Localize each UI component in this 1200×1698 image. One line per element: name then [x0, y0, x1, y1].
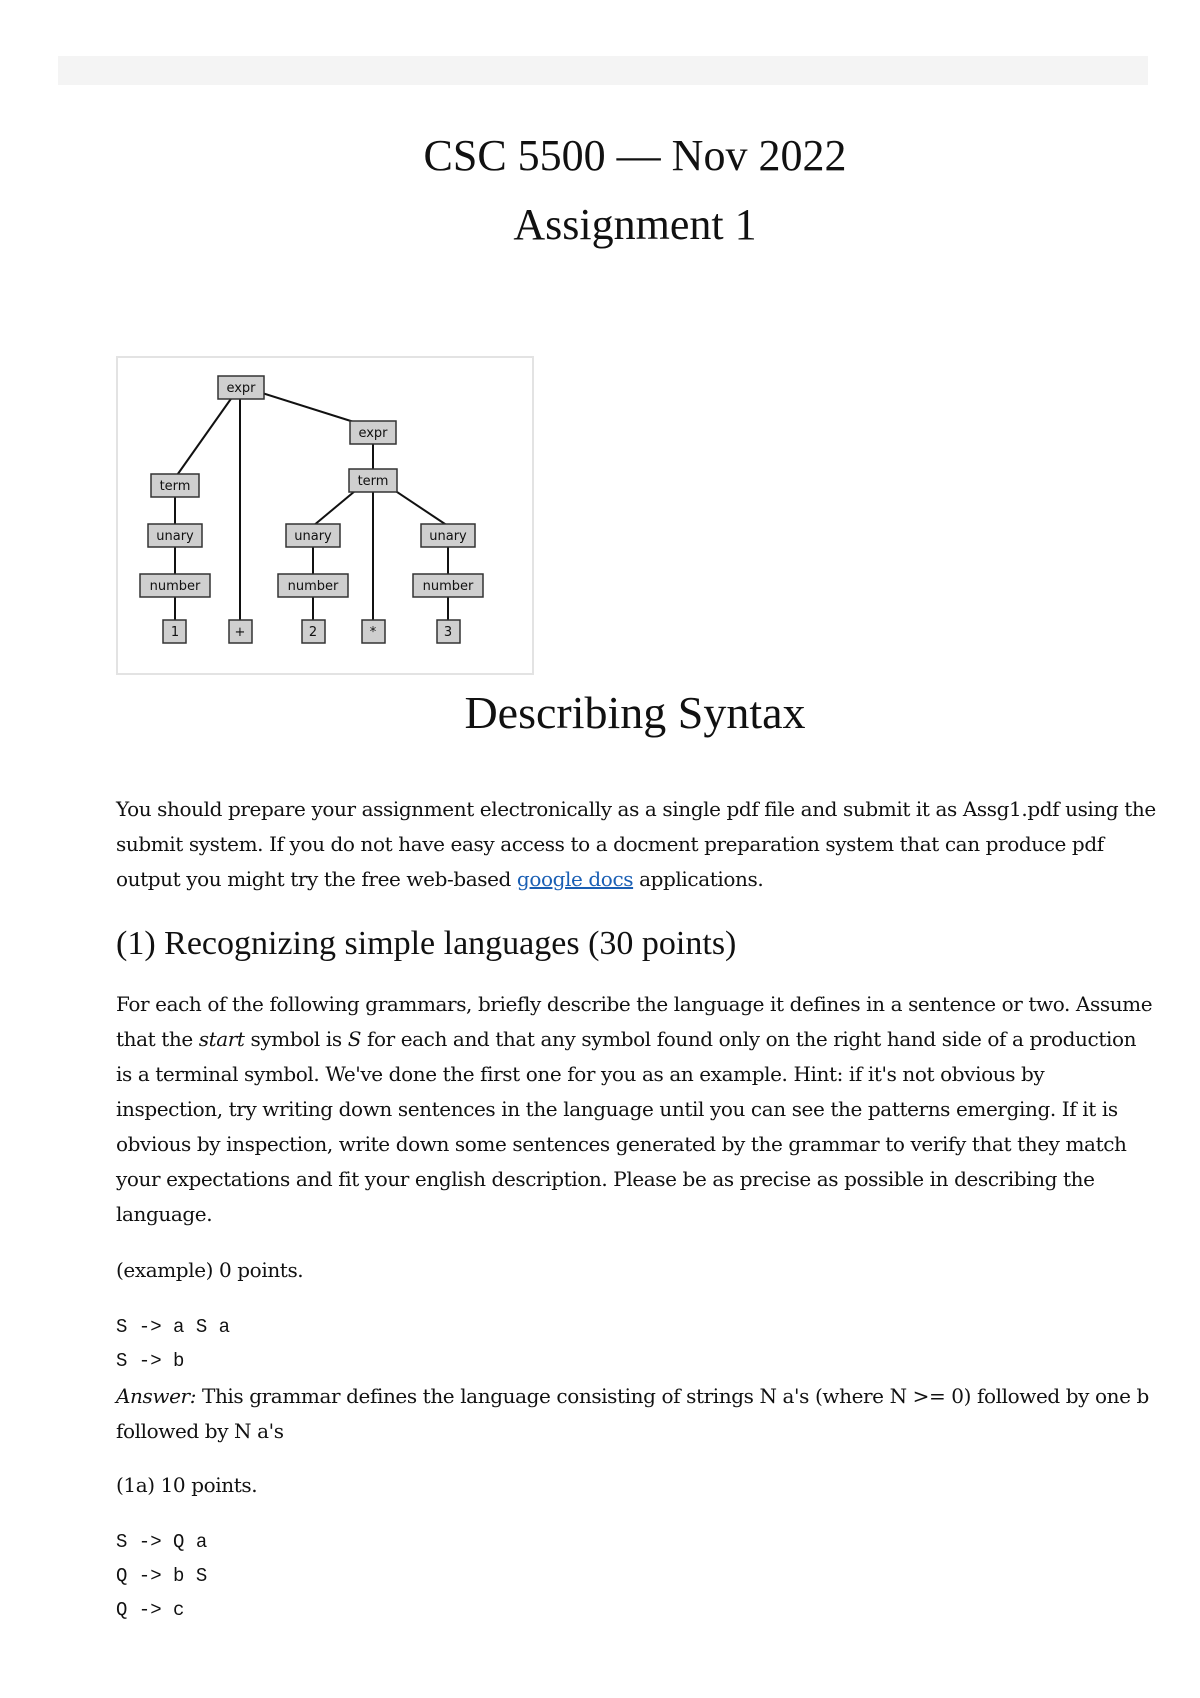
q1a-grammar-line-3: Q -> c	[116, 1599, 185, 1621]
part1-instructions-block	[116, 987, 1156, 1232]
q1a-label-block	[116, 1468, 1156, 1503]
instructions-text-1: For each of the following grammars, briefly describe the language it defines in a sentence or two. Assume that the	[116, 992, 1153, 1051]
node-leaf-3: 3	[443, 625, 453, 640]
part1-instructions	[116, 987, 1156, 1232]
intro-paragraph	[116, 792, 1156, 897]
course-title: CSC 5500 — Nov 2022	[423, 131, 847, 180]
node-number-mid: number	[287, 579, 339, 594]
intro-block	[116, 792, 1156, 897]
node-number-left: number	[149, 579, 201, 594]
example-label-block	[116, 1253, 1156, 1288]
example-grammar-line-1: S -> a S a	[116, 1316, 231, 1338]
node-unary-mid: unary	[294, 529, 332, 544]
example-grammar-block	[116, 1310, 1156, 1378]
q1a-label: (1a) 10 points.	[116, 1473, 258, 1497]
assignment-title: Assignment 1	[513, 200, 757, 249]
top-bar	[58, 56, 1148, 85]
node-term-left: term	[159, 479, 191, 494]
node-unary-left: unary	[156, 529, 194, 544]
example-label: (example) 0 points.	[116, 1258, 304, 1282]
node-leaf-1: 1	[170, 625, 180, 640]
node-expr-root: expr	[226, 381, 256, 396]
answer-label: Answer:	[116, 1384, 197, 1408]
parse-tree-diagram	[118, 358, 536, 677]
section-title: Describing Syntax	[464, 687, 806, 738]
node-unary-right: unary	[429, 529, 467, 544]
answer-text: This grammar defines the language consisting of strings N a's (where N >= 0) followed by one b followed by N a's	[116, 1384, 1149, 1443]
instructions-text-3: for each and that any symbol found only on the right hand side of a production is a terminal symbol. We've done the first one for you as an example. Hint: if it's not obvious by inspection, try writing down sentences in the language until you can see the patterns emerging. If it is obvious by inspection, write down some sentences generated by the grammar to verify that they match your expectations and fit your english description. Please be as precise as possible in describing the language.	[116, 1027, 1137, 1226]
node-expr-right: expr	[358, 426, 388, 441]
node-leaf-2: 2	[308, 625, 318, 640]
google-docs-link[interactable]: google docs	[516, 867, 634, 891]
node-leaf-plus: +	[234, 625, 246, 640]
node-number-right: number	[422, 579, 474, 594]
instructions-text-2: symbol is	[244, 1027, 348, 1051]
part1-heading: (1) Recognizing simple languages (30 points)	[116, 925, 737, 962]
parse-tree-figure	[116, 356, 534, 675]
answer-paragraph	[116, 1379, 1156, 1449]
answer-block	[116, 1379, 1156, 1449]
instructions-s-em: S	[347, 1027, 361, 1051]
example-grammar-line-2: S -> b	[116, 1350, 185, 1372]
instructions-start-em: start	[198, 1027, 245, 1051]
intro-text-after: applications.	[633, 867, 764, 891]
intro-text-before: You should prepare your assignment electronically as a single pdf file and submit it as Assg1.pdf using the submit system. If you do not have easy access to a docment preparation system that can produce pdf output you might try the free web-based	[116, 797, 1156, 891]
q1a-grammar-line-1: S -> Q a	[116, 1531, 208, 1553]
node-term-right: term	[357, 474, 389, 489]
q1a-grammar-block	[116, 1525, 1156, 1627]
q1a-grammar-line-2: Q -> b S	[116, 1565, 208, 1587]
node-leaf-star: *	[369, 625, 377, 640]
